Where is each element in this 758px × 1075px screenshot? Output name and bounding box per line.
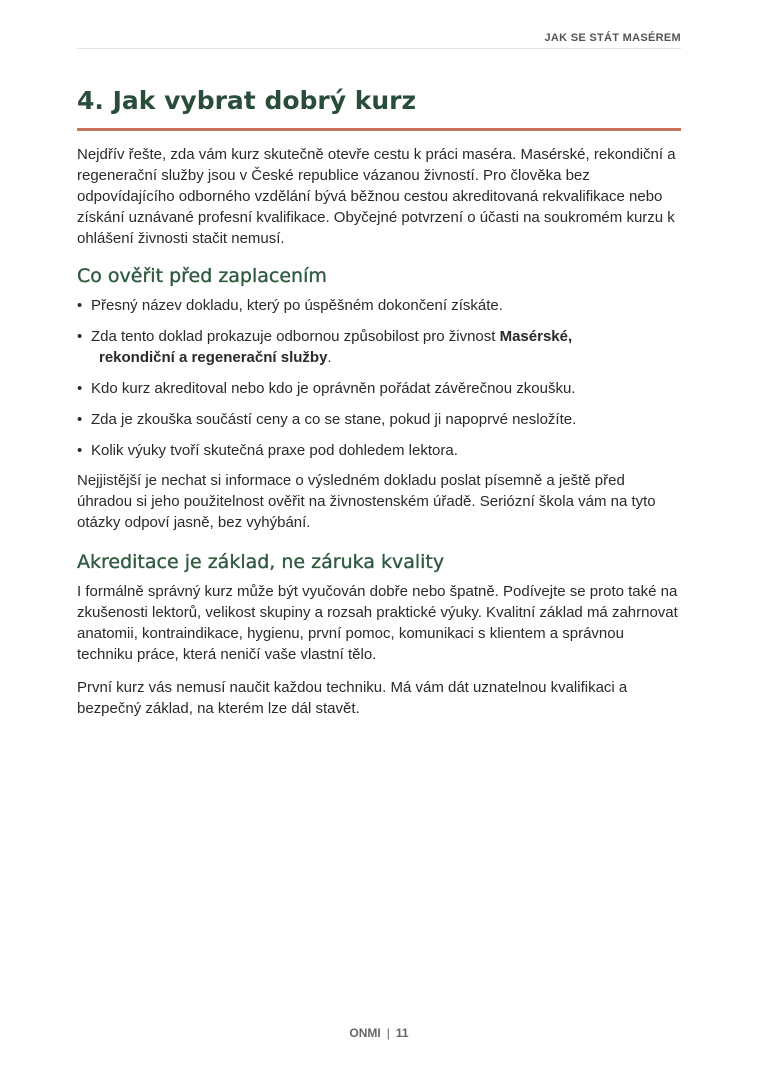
list-item-text: Přesný název dokladu, který po úspěšném dokončení získáte. xyxy=(91,297,503,314)
section-heading-checks: Co ověřit před zaplacením xyxy=(77,265,327,287)
checklist xyxy=(77,295,681,461)
bullet-icon: • xyxy=(77,297,83,314)
intro-paragraph: Nejdřív řešte, zda vám kurz skutečně otevře cestu k práci maséra. Masérské, rekondiční a regenerační služby jsou v České republice vázanou živností. Pro člověka bez odpovídajícího odborného vzdělání bývá běžnou cestou akreditovaná rekvalifikace nebo získání uznávané profesní kvalifikace. Obyčejné potvrzení o účasti na soukromém kurzu k ohlášení živnosti stačit nemusí. xyxy=(77,146,676,247)
section-heading-accreditation: Akreditace je základ, ne záruka kvality xyxy=(77,551,445,573)
list-item xyxy=(77,409,681,430)
bullet-icon: • xyxy=(77,442,83,459)
running-title: JAK SE STÁT MASÉREM xyxy=(544,32,681,44)
trade-name-bold: Masérské, xyxy=(499,328,573,345)
list-item xyxy=(77,378,681,399)
footer-brand: ONMI xyxy=(349,1026,381,1040)
bullet-icon: • xyxy=(77,411,83,428)
page-content xyxy=(77,84,681,719)
list-item xyxy=(77,440,681,461)
list-item xyxy=(77,326,681,368)
running-header xyxy=(77,30,681,49)
checklist-closing-paragraph: Nejjistější je nechat si informace o výsledném dokladu poslat písemně a ještě před úhradou si jeho použitelnost ověřit na živnostenském úřadě. Seriózní škola vám na tyto otázky odpoví jasně, bez vyhýbání. xyxy=(77,472,656,531)
chapter-title: 4. Jak vybrat dobrý kurz xyxy=(77,84,681,131)
list-item-period: . xyxy=(327,349,332,366)
page-footer xyxy=(0,1026,758,1040)
page-number: 11 xyxy=(395,1026,409,1040)
list-item-text: Kdo kurz akreditoval nebo kdo je oprávněn pořádat závěrečnou zkoušku. xyxy=(91,380,576,397)
trade-name-bold-continued: rekondiční a regenerační služby xyxy=(99,349,328,366)
list-item-text: Zda je zkouška součástí ceny a co se stane, pokud ji napoprvé nesložíte. xyxy=(91,411,577,428)
bullet-icon: • xyxy=(77,328,83,345)
footer-separator: | xyxy=(386,1026,390,1040)
list-item xyxy=(77,295,681,316)
accreditation-paragraph: I formálně správný kurz může být vyučován dobře nebo špatně. Podívejte se proto také na zkušenosti lektorů, velikost skupiny a rozsah praktické výuky. Kvalitní základ má zahrnovat anatomii, kontraindikace, hygienu, první pomoc, komunikaci s klientem a správnou techniku práce, která neničí vaše vlastní tělo. xyxy=(77,583,678,663)
list-item-text: Kolik výuky tvoří skutečná praxe pod dohledem lektora. xyxy=(91,442,458,459)
bullet-icon: • xyxy=(77,380,83,397)
first-course-paragraph: První kurz vás nemusí naučit každou techniku. Má vám dát uznatelnou kvalifikaci a bezpečný základ, na kterém lze dál stavět. xyxy=(77,679,628,717)
list-item-text: Zda tento doklad prokazuje odbornou způsobilost pro živnost xyxy=(91,328,500,345)
